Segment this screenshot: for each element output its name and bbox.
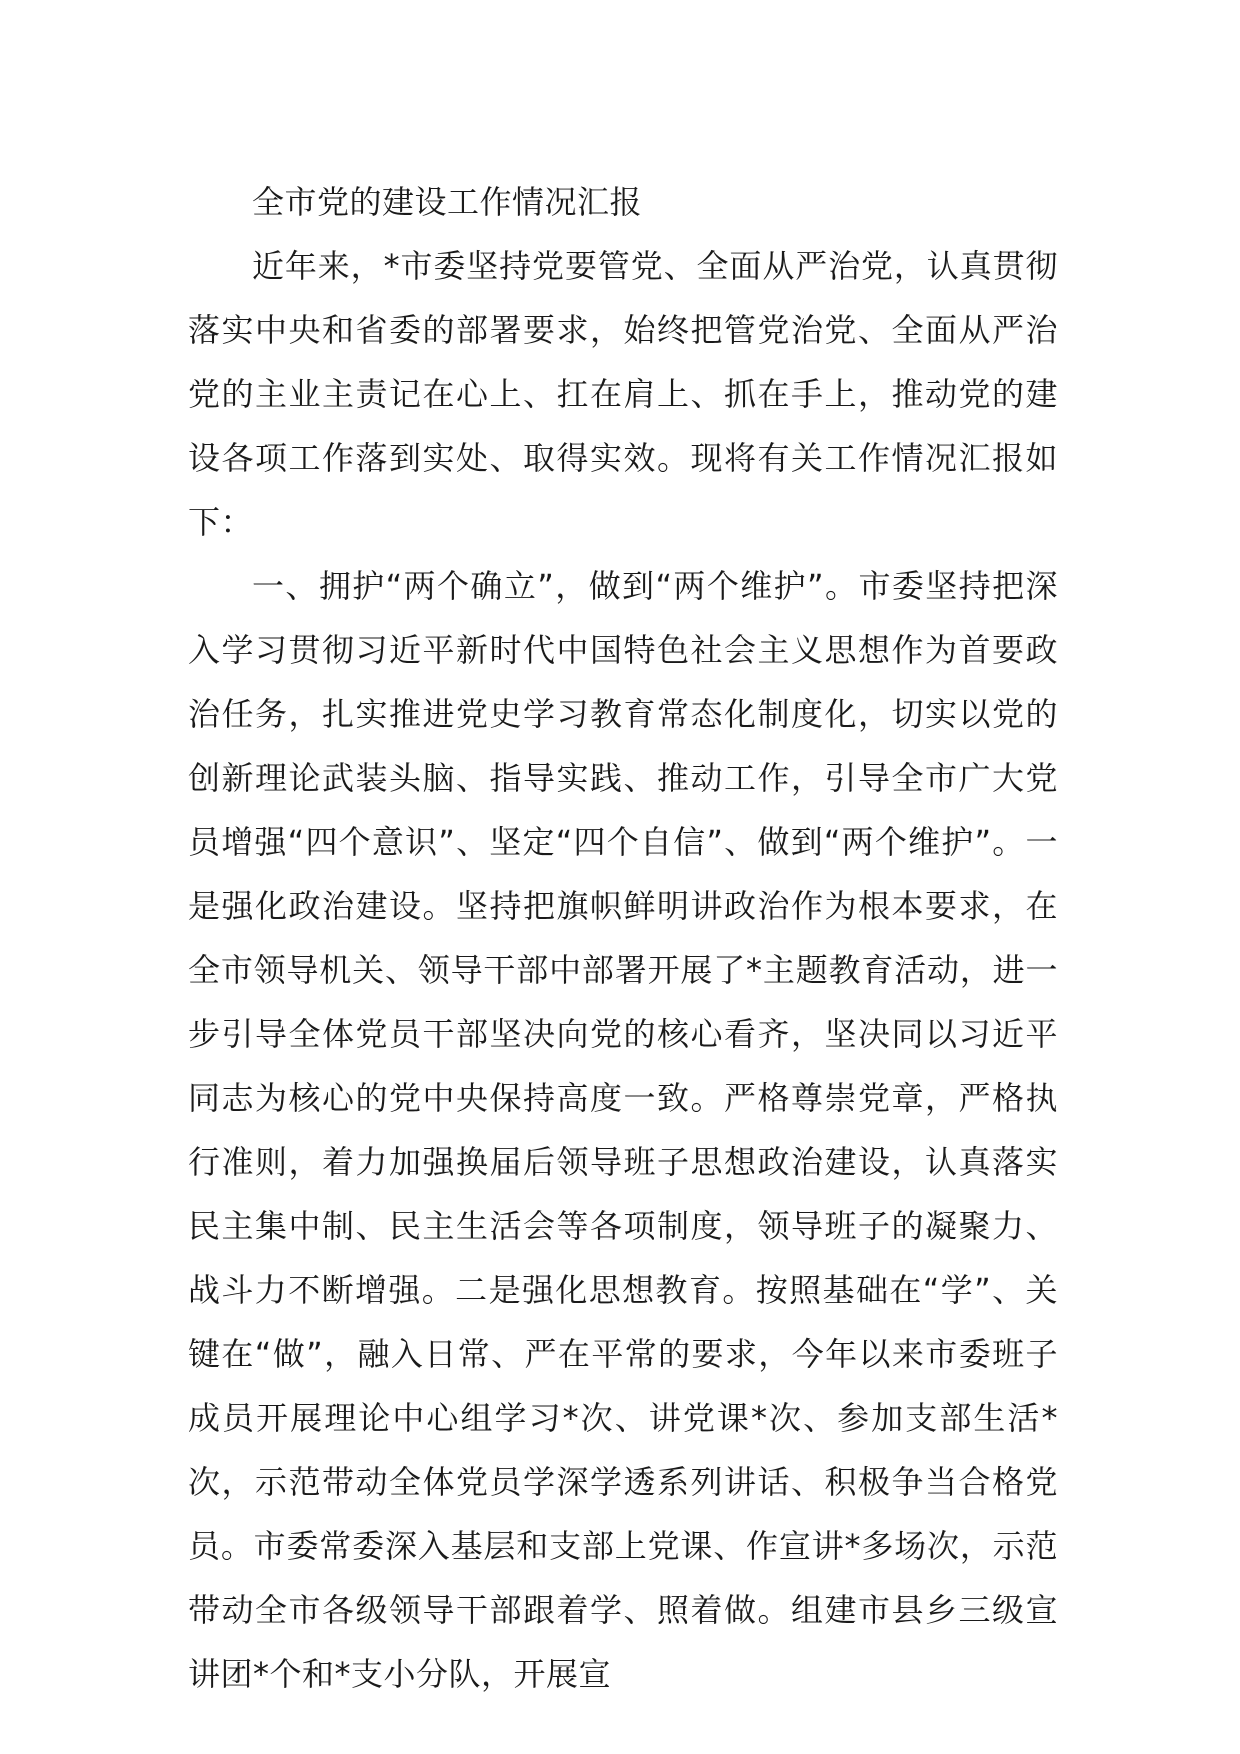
paragraph-section-one: 一、拥护“两个确立”，做到“两个维护”。市委坚持把深入学习贯彻习近平新时代中国特色社会主义思想作为首要政治任务，扎实推进党史学习教育常态化制度化，切实以党的创新理论武装头脑、指导实践、推动工作，引导全市广大党员增强“四个意识”、坚定“四个自信”、做到“两个维护”。一是强化政治建设。坚持把旗帜鲜明讲政治作为根本要求，在全市领导机关、领导干部中部署开展了*主题教育活动，进一步引导全体党员干部坚决向党的核心看齐，坚决同以习近平同志为核心的党中央保持高度一致。严格尊崇党章，严格执行准则，着力加强换届后领导班子思想政治建设，认真落实民主集中制、民主生活会等各项制度，领导班子的凝聚力、战斗力不断增强。二是强化思想教育。按照基础在“学”、关键在“做”，融入日常、严在平常的要求，今年以来市委班子成员开展理论中心组学习*次、讲党课*次、参加支部生活*次，示范带动全体党员学深学透系列讲话、积极争当合格党员。市委常委深入基层和支部上党课、作宣讲*多场次，示范带动全市各级领导干部跟着学、照着做。组建市县乡三级宣讲团*个和*支小分队，开展宣	[188, 567, 1058, 1693]
paragraph-intro: 近年来，*市委坚持党要管党、全面从严治党，认真贯彻落实中央和省委的部署要求，始终把管党治党、全面从严治党的主业主责记在心上、扛在肩上、抓在手上，推动党的建设各项工作落到实处、取得实效。现将有关工作情况汇报如下：	[188, 247, 1058, 541]
document-title: 全市党的建设工作情况汇报	[252, 183, 643, 221]
document-body	[188, 170, 1058, 1706]
